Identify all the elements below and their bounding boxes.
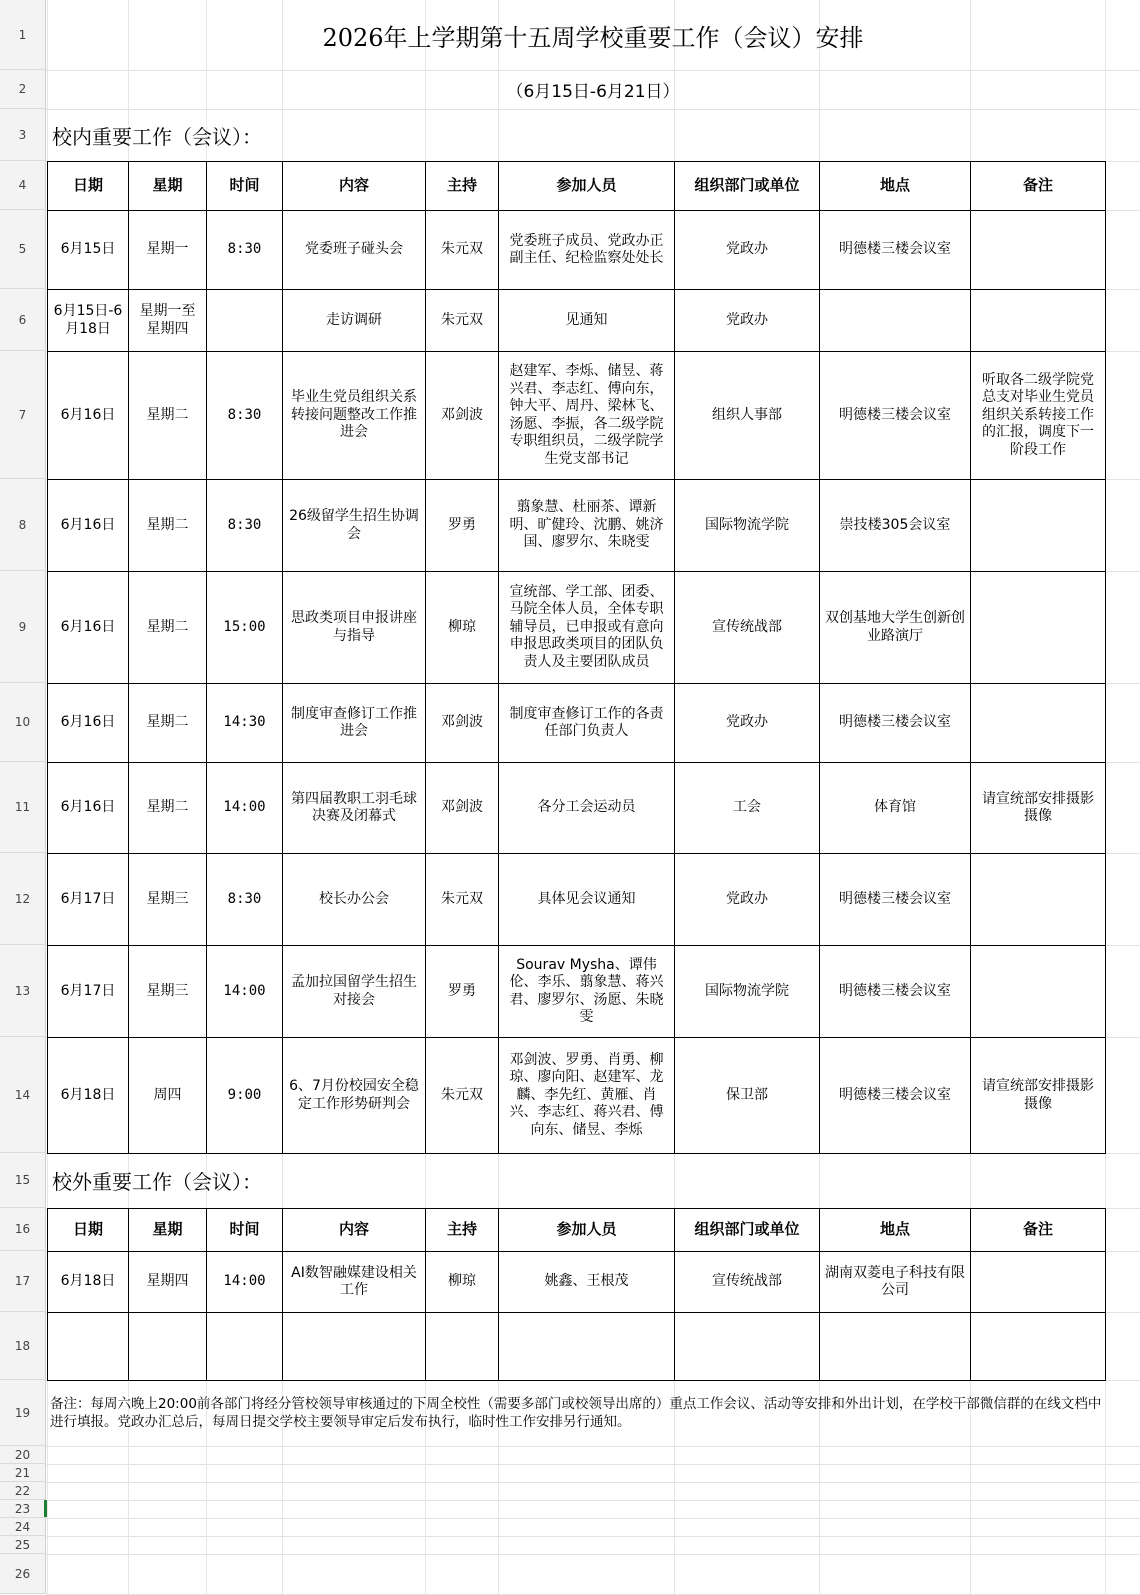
time-cell[interactable]: 14:30 [206,683,283,763]
host-cell[interactable]: 朱元双 [425,853,499,946]
row-grid-line [46,1446,1140,1447]
remarks-cell[interactable] [970,1251,1106,1313]
organizer-cell[interactable]: 工会 [674,762,820,854]
content-cell[interactable]: 26级留学生招生协调会 [282,479,426,572]
row-grid-line [46,1554,1140,1555]
column-header-host: 主持 [425,161,499,211]
location-cell[interactable]: 明德楼三楼会议室 [819,853,971,946]
column-header-organizer: 组织部门或单位 [674,161,820,211]
location-cell[interactable]: 明德楼三楼会议室 [819,1037,971,1154]
weekday-cell[interactable]: 星期一 [128,210,207,290]
remarks-cell[interactable] [970,571,1106,684]
organizer-cell[interactable]: 国际物流学院 [674,479,820,572]
location-cell[interactable]: 崇技楼305会议室 [819,479,971,572]
column-header-participants: 参加人员 [498,1208,675,1252]
column-header-content: 内容 [282,161,426,211]
time-cell[interactable]: 9:00 [206,1037,283,1154]
remarks-cell[interactable] [970,479,1106,572]
host-cell[interactable]: 邓剑波 [425,683,499,763]
date-range-subtitle: （6月15日-6月21日） [506,82,680,102]
host-cell[interactable] [425,1312,499,1381]
participants-cell[interactable]: 见通知 [498,289,675,352]
row-header-2[interactable]: 2 [0,70,46,109]
remarks-cell[interactable] [970,683,1106,763]
column-header-weekday: 星期 [128,161,207,211]
content-cell[interactable]: 毕业生党员组织关系转接问题整改工作推进会 [282,351,426,480]
date-cell[interactable] [47,1312,129,1381]
row-header-21[interactable]: 21 [0,1464,46,1482]
column-header-remarks: 备注 [970,1208,1106,1252]
participants-cell[interactable]: 制度审查修订工作的各责任部门负责人 [498,683,675,763]
time-cell[interactable]: 14:00 [206,762,283,854]
content-cell[interactable]: 思政类项目申报讲座与指导 [282,571,426,684]
participants-cell[interactable]: 赵建军、李烁、储昱、蒋兴君、李志红、傅向东，钟大平、周丹、梁林飞、汤愿、李振，各二级学院专职组织员，二级学院学生党支部书记 [498,351,675,480]
time-cell[interactable]: 14:00 [206,945,283,1038]
column-header-remarks: 备注 [970,161,1106,211]
column-header-location: 地点 [819,1208,971,1252]
column-header-organizer: 组织部门或单位 [674,1208,820,1252]
remarks-cell[interactable]: 听取各二级学院党总支对毕业生党员组织关系转接工作的汇报，调度下一阶段工作 [970,351,1106,480]
date-cell[interactable]: 6月18日 [47,1037,129,1154]
row-header-4[interactable]: 4 [0,161,46,210]
organizer-cell[interactable] [674,1312,820,1381]
row-header-16[interactable]: 16 [0,1208,46,1251]
content-cell[interactable]: AI数智融媒建设相关工作 [282,1251,426,1313]
organizer-cell[interactable]: 党政办 [674,683,820,763]
row-grid-line [46,1464,1140,1465]
location-cell[interactable]: 双创基地大学生创新创业路演厅 [819,571,971,684]
host-cell[interactable]: 柳琼 [425,1251,499,1313]
row-header-20[interactable]: 20 [0,1446,46,1464]
content-cell[interactable]: 校长办公会 [282,853,426,946]
host-cell[interactable]: 柳琼 [425,571,499,684]
weekday-cell[interactable]: 星期三 [128,945,207,1038]
organizer-cell[interactable]: 国际物流学院 [674,945,820,1038]
time-cell[interactable] [206,289,283,352]
location-cell[interactable]: 明德楼三楼会议室 [819,945,971,1038]
location-cell[interactable]: 明德楼三楼会议室 [819,351,971,480]
content-cell[interactable]: 6、7月份校园安全稳定工作形势研判会 [282,1037,426,1154]
date-cell[interactable]: 6月18日 [47,1251,129,1313]
content-cell[interactable]: 第四届教职工羽毛球决赛及闭幕式 [282,762,426,854]
row-header-1[interactable]: 1 [0,0,46,70]
content-cell[interactable]: 党委班子碰头会 [282,210,426,290]
remarks-cell[interactable] [970,289,1106,352]
row-grid-line [46,1500,1140,1501]
participants-cell[interactable]: 邓剑波、罗勇、肖勇、柳琼、廖向阳、赵建军、龙麟、李先红、黄雁、肖兴、李志红、蒋兴君、傅向东、储昱、李烁 [498,1037,675,1154]
host-cell[interactable]: 朱元双 [425,1037,499,1154]
row-header-10[interactable]: 10 [0,683,46,762]
host-cell[interactable]: 朱元双 [425,210,499,290]
date-cell[interactable]: 6月16日 [47,479,129,572]
column-header-host: 主持 [425,1208,499,1252]
row-header-8[interactable]: 8 [0,479,46,571]
row-header-17[interactable]: 17 [0,1251,46,1312]
participants-cell[interactable]: Sourav Mysha、谭伟伦、李乐、翦象慧、蒋兴君、廖罗尔、汤愿、朱晓雯 [498,945,675,1038]
remarks-cell[interactable] [970,210,1106,290]
content-cell[interactable]: 孟加拉国留学生招生对接会 [282,945,426,1038]
date-cell[interactable]: 6月17日 [47,853,129,946]
participants-cell[interactable]: 党委班子成员、党政办正副主任、纪检监察处处长 [498,210,675,290]
host-cell[interactable]: 罗勇 [425,945,499,1038]
organizer-cell[interactable]: 组织人事部 [674,351,820,480]
location-cell[interactable]: 体育馆 [819,762,971,854]
active-cell-cursor[interactable] [44,1500,47,1517]
weekday-cell[interactable]: 星期一至星期四 [128,289,207,352]
column-header-participants: 参加人员 [498,161,675,211]
row-grid-line [46,1518,1140,1519]
participants-cell[interactable]: 翦象慧、杜丽茶、谭新明、旷健玲、沈鹏、姚济国、廖罗尔、朱晓雯 [498,479,675,572]
time-cell[interactable] [206,1312,283,1381]
column-header-weekday: 星期 [128,1208,207,1252]
weekday-cell[interactable]: 周四 [128,1037,207,1154]
column-header-content: 内容 [282,1208,426,1252]
column-header-date: 日期 [47,161,129,211]
organizer-cell[interactable]: 党政办 [674,853,820,946]
remarks-cell[interactable]: 请宣统部安排摄影摄像 [970,762,1106,854]
location-cell[interactable]: 明德楼三楼会议室 [819,210,971,290]
time-cell[interactable]: 14:00 [206,1251,283,1313]
row-header-18[interactable]: 18 [0,1312,46,1380]
host-cell[interactable]: 罗勇 [425,479,499,572]
organizer-cell[interactable]: 党政办 [674,289,820,352]
weekday-cell[interactable]: 星期二 [128,571,207,684]
row-header-5[interactable]: 5 [0,210,46,289]
row-header-6[interactable]: 6 [0,289,46,351]
column-header-date: 日期 [47,1208,129,1252]
host-cell[interactable]: 邓剑波 [425,351,499,480]
row-header-26[interactable]: 26 [0,1554,46,1594]
content-cell[interactable]: 制度审查修订工作推进会 [282,683,426,763]
location-cell[interactable] [819,289,971,352]
organizer-cell[interactable]: 党政办 [674,210,820,290]
participants-cell[interactable]: 各分工会运动员 [498,762,675,854]
host-cell[interactable]: 朱元双 [425,289,499,352]
remarks-cell[interactable] [970,945,1106,1038]
row-header-25[interactable]: 25 [0,1536,46,1554]
row-header-13[interactable]: 13 [0,945,46,1037]
external-section-heading: 校外重要工作（会议）： [52,1170,262,1194]
participants-cell[interactable] [498,1312,675,1381]
organizer-cell[interactable]: 保卫部 [674,1037,820,1154]
weekday-cell[interactable]: 星期二 [128,351,207,480]
date-cell[interactable]: 6月16日 [47,571,129,684]
date-cell[interactable]: 6月16日 [47,351,129,480]
row-header-23[interactable]: 23 [0,1500,46,1518]
weekday-cell[interactable]: 星期二 [128,762,207,854]
date-cell[interactable]: 6月16日 [47,762,129,854]
location-cell[interactable] [819,1312,971,1381]
row-header-11[interactable]: 11 [0,762,46,853]
participants-cell[interactable]: 宣统部、学工部、团委、马院全体人员，全体专职辅导员，已申报或有意向申报思政类项目的团队负责人及主要团队成员 [498,571,675,684]
date-cell[interactable]: 6月16日 [47,683,129,763]
organizer-cell[interactable]: 宣传统战部 [674,1251,820,1313]
time-cell[interactable]: 15:00 [206,571,283,684]
remarks-cell[interactable] [970,1312,1106,1381]
row-header-14[interactable]: 14 [0,1037,46,1153]
row-header-3[interactable]: 3 [0,109,46,161]
date-cell[interactable]: 6月15日 [47,210,129,290]
row-header-15[interactable]: 15 [0,1153,46,1208]
row-header-22[interactable]: 22 [0,1482,46,1500]
column-header-time: 时间 [206,161,283,211]
row-grid-line [46,1536,1140,1537]
participants-cell[interactable]: 具体见会议通知 [498,853,675,946]
page-title: 2026年上学期第十五周学校重要工作（会议）安排 [322,23,864,52]
column-header-time: 时间 [206,1208,283,1252]
footnote: 备注：每周六晚上20:00前各部门将经分管校领导审核通过的下周全校性（需要多部门或校领导出席的）重点工作会议、活动等安排和外出计划，在学校干部微信群的在线文档中进行填报。党政办汇总后，每周日提交学校主要领导审定后发布执行，临时性工作安排另行通知。 [50,1396,1102,1430]
organizer-cell[interactable]: 宣传统战部 [674,571,820,684]
weekday-cell[interactable]: 星期二 [128,683,207,763]
row-header-19[interactable]: 19 [0,1380,46,1446]
row-header-9[interactable]: 9 [0,571,46,683]
row-header-12[interactable]: 12 [0,853,46,945]
row-grid-line [46,1482,1140,1483]
content-cell[interactable] [282,1312,426,1381]
location-cell[interactable]: 明德楼三楼会议室 [819,683,971,763]
host-cell[interactable]: 邓剑波 [425,762,499,854]
time-cell[interactable]: 8:30 [206,479,283,572]
row-header-24[interactable]: 24 [0,1518,46,1536]
content-cell[interactable]: 走访调研 [282,289,426,352]
time-cell[interactable]: 8:30 [206,351,283,480]
date-cell[interactable]: 6月15日-6月18日 [47,289,129,352]
row-header-7[interactable]: 7 [0,351,46,479]
time-cell[interactable]: 8:30 [206,853,283,946]
participants-cell[interactable]: 姚鑫、王根茂 [498,1251,675,1313]
weekday-cell[interactable] [128,1312,207,1381]
remarks-cell[interactable]: 请宣统部安排摄影摄像 [970,1037,1106,1154]
column-header-location: 地点 [819,161,971,211]
weekday-cell[interactable]: 星期四 [128,1251,207,1313]
weekday-cell[interactable]: 星期二 [128,479,207,572]
time-cell[interactable]: 8:30 [206,210,283,290]
weekday-cell[interactable]: 星期三 [128,853,207,946]
date-cell[interactable]: 6月17日 [47,945,129,1038]
internal-section-heading: 校内重要工作（会议）： [52,124,262,149]
remarks-cell[interactable] [970,853,1106,946]
location-cell[interactable]: 湖南双菱电子科技有限公司 [819,1251,971,1313]
